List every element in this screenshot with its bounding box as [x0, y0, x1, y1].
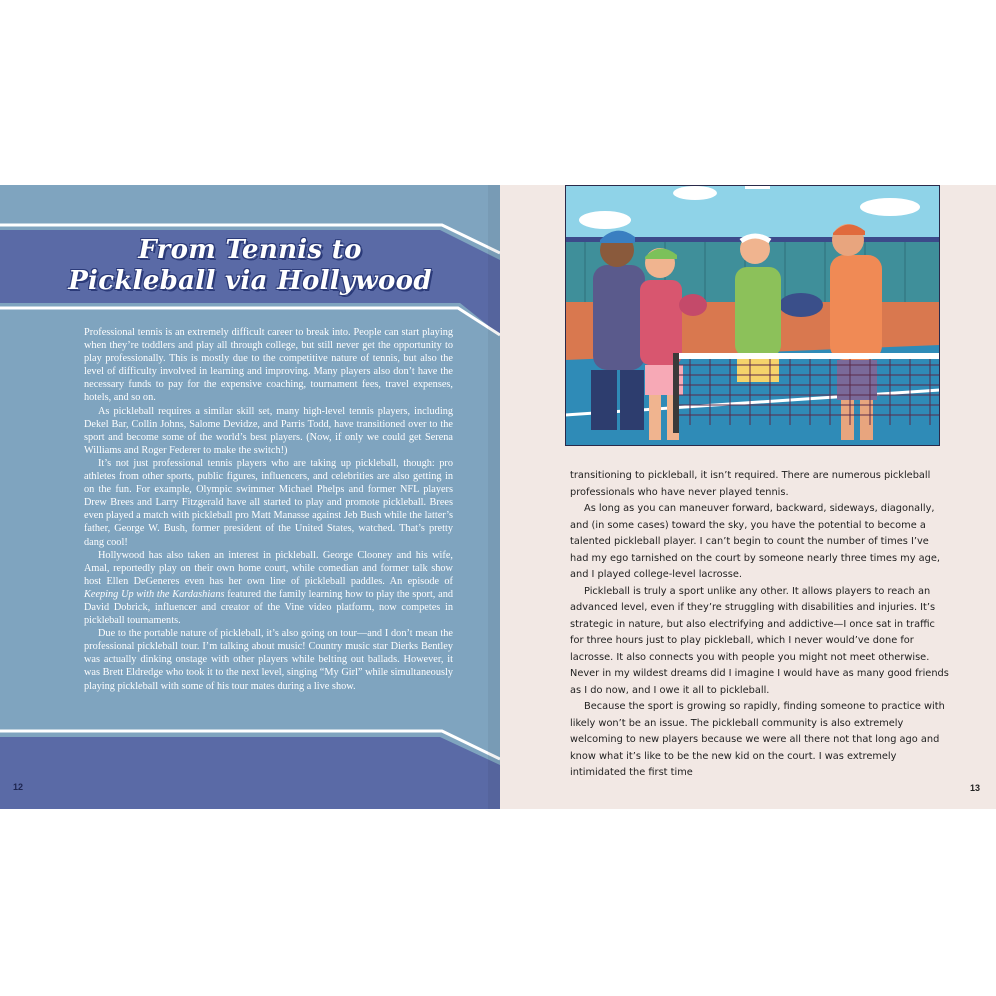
paragraph: transitioning to pickleball, it isn’t required. There are numerous pickleball professionals who have never played tennis.	[570, 470, 931, 498]
right-page	[500, 185, 996, 809]
paragraph-text: Hollywood has also taken an interest in pickleball. George Clooney and his wife, Amal, reportedly play on their own home court, while comedian and former talk show host Ellen DeGeneres even has her own line of pickleball paddles. An episode of	[84, 549, 453, 587]
paragraph	[84, 549, 453, 628]
paragraph: As pickleball requires a similar skill set, many high-level tennis players, including Dekel Bar, Collin Johns, Salome Devidze, and Parris Todd, have transitioned over to the sport and become some of the world’s best players. (Now, if only we could get Serena Williams and Roger Federer to make the switch!)	[84, 405, 453, 456]
paragraph: Pickleball is truly a sport unlike any other. It allows players to reach an advanced level, even if they’re struggling with disabilities and injuries. It’s strategic in nature, but also electrifying and addictive—I once sat in traffic for three hours just to play pickleball, which I never would’ve done for lacrosse. It also connects you with people you might not meet otherwise. Never in my wildest dreams did I imagine I would have as many good friends as I do now, and I owe it all to pickleball.	[570, 585, 949, 696]
show-title: Keeping Up with the Kardashians	[84, 588, 225, 600]
paragraph: Due to the portable nature of pickleball, it’s also going on tour—and I don’t mean the professional pickleball tour. I’m talking about music! Country music star Dierks Bentley was actually dinking onstage with other players while belting out ballads. However, it was Brett Eldredge who took it to the next level, singing “My Girl” while simultaneously playing pickleball with some of his tour mates during a live show.	[84, 628, 453, 692]
left-page	[0, 185, 500, 809]
chapter-title	[60, 235, 440, 297]
paragraph-text: featured the family learning how to play the sport, and David Dobrick, influencer and creator of the Vine video platform, now competes in pickleball tournaments.	[84, 588, 453, 627]
left-body-text	[84, 326, 453, 693]
chapter-title-line-1: From Tennis to	[138, 235, 362, 265]
paragraph: It’s not just professional tennis players who are taking up pickleball, though: pro athletes from other sports, public figures, influencers, and celebrities are also getting in on the fun. For example, Olympic swimmer Michael Phelps and former NFL players Drew Brees and Larry Fitzgerald have all started to play and promote pickleball. Brees even played a match with pickleball pro Matt Manasse against Jeb Bush while the latter’s father, George W. Bush, former president of the United States, watched. That’s pretty dang cool!	[84, 457, 453, 548]
illustration-players-at-net	[565, 185, 940, 446]
book-spread	[0, 185, 996, 809]
paragraph: As long as you can maneuver forward, backward, sideways, diagonally, and (in some cases) toward the sky, you have the potential to become a talented pickleball player. I can’t begin to count the number of times I’ve had my ego tarnished on the court by someone nearly three times my age, and I played college-level lacrosse.	[570, 503, 940, 580]
paragraph: Because the sport is growing so rapidly, finding someone to practice with likely won’t be an issue. The pickleball community is also extremely welcoming to new players because we were all there not that long ago and know what it’s like to be the new kid on the court. I was extremely intimidated the first time	[570, 701, 945, 778]
page-number-left: 12	[13, 782, 24, 792]
right-body-text	[570, 468, 950, 782]
page-number-right: 13	[969, 783, 980, 793]
chapter-title-line-2: Pickleball via Hollywood	[68, 266, 432, 296]
paragraph: Professional tennis is an extremely difficult career to break into. People can start playing when they’re toddlers and play all through college, but still never get the opportunity to play professionally. This is mostly due to the competitive nature of tennis, but also the level of difficulty involved in learning and improving. Many players also don’t have the necessary funds to pay for the expensive coaching, tournament fees, travel expenses, hotels, and so on.	[84, 327, 453, 404]
